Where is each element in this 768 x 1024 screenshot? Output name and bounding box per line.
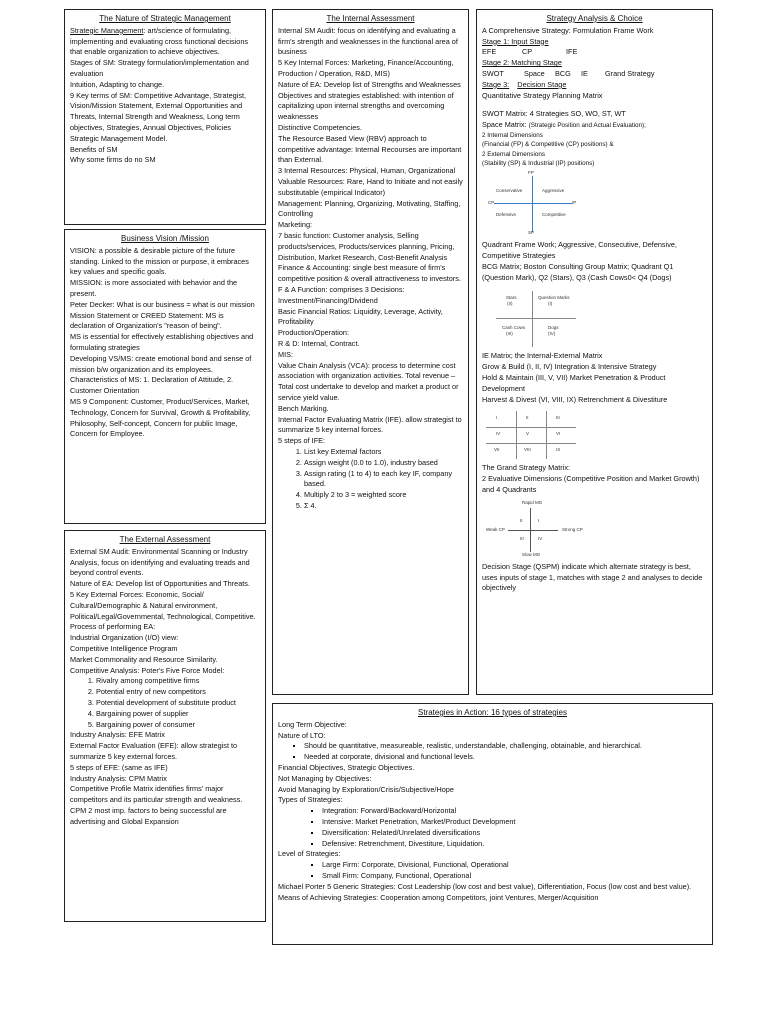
strategy-types-list <box>278 806 707 849</box>
bcg-dogs: Dogs <box>548 325 559 331</box>
action-line: Avoid Managing by Exploration/Crisis/Subjective/Hope <box>278 784 454 794</box>
levels-list <box>278 860 707 882</box>
vision-line: Peter Decker: What is our business = what is our mission <box>70 299 255 309</box>
space-detail: 2 Internal Dimensions <box>482 132 543 139</box>
space-defensive-label: Defensive <box>496 212 517 218</box>
internal-title: The Internal Assessment <box>326 14 415 23</box>
grand-rapid-mg: Rapid MG <box>522 499 543 505</box>
action-line: Nature of LTO: <box>278 730 326 740</box>
vision-line: Developing VS/MS: create emotional bond and sense of mission b/w organization and its employees. <box>70 353 252 374</box>
vision-line: Characteristics of MS: 1. Declaration of Attitude, 2. Customer Orientation <box>70 375 234 396</box>
space-fp-label: FP <box>528 170 534 176</box>
space-cp-label: CP <box>488 200 495 206</box>
space-vertical-axis <box>532 176 533 232</box>
internal-line: Valuable Resources: Rare, Hand to Initiate and not easily substitutable (empirical Indicator) <box>278 176 463 197</box>
vision-mission-box <box>64 229 266 524</box>
action-title: Strategies in Action: 16 types of strategies <box>418 708 567 717</box>
internal-line: The Resource Based View (RBV) approach to competitive advantage: Internal Recourses are important than External. <box>278 133 462 165</box>
ie-matrix-diagram <box>486 411 576 459</box>
space-detail: 2 External Dimensions <box>482 150 545 158</box>
ie-line: Hold & Maintain (III, V, VII) Market Penetration & Product Development <box>482 373 666 393</box>
ie-cell: VII <box>494 447 500 453</box>
action-line: Michael Porter 5 Generic Strategies: Cost Leadership (low cost and best value), Differentiation, Focus (low cost and best value). <box>278 881 692 891</box>
ie-line: IE Matrix; the Internal-External Matrix <box>482 351 603 361</box>
bcg-stars: Stars <box>506 295 517 301</box>
internal-line: Internal SM Audit: focus on identifying and evaluating a firm's strength and weaknesses in the functional area of business <box>278 25 458 57</box>
lto-item: ▪ Needed at corporate, divisional and functional levels. <box>304 752 707 763</box>
bcg-cash-num: (III) <box>506 331 513 337</box>
stage-item: IE <box>581 69 588 79</box>
stage-1-items <box>482 47 707 58</box>
strategy-type: ▪ Defensive: Retrenchment, Divestiture, Liquidation. <box>322 839 707 850</box>
action-line: Types of Strategies: <box>278 795 343 805</box>
external-line: External Factor Evaluation (EFE): allow strategist to summarize 5 key external forces. <box>70 741 238 761</box>
space-competitive-label: Competitive <box>542 212 566 218</box>
ife-steps-list <box>278 447 463 512</box>
nature-line: Strategic Management Model. <box>70 133 168 143</box>
external-line: Industrial Organization (I/O) view: <box>70 633 179 643</box>
quadrant-line: Quadrant Frame Work; Aggressive, Consecutive, Defensive, Competitive Strategies <box>482 240 677 261</box>
stage-2-items <box>482 69 707 80</box>
space-sp-label: SP <box>528 230 535 236</box>
strategy-analysis-box <box>476 9 713 695</box>
ie-cell: VI <box>556 431 561 437</box>
decision-line: Decision Stage (QSPM) indicate which alternate strategy is best, uses inputs of stage 1, matches with stage 2 and analyses to decide objectively <box>482 561 703 593</box>
vision-line: VISION: a possible & desirable picture of the future standing. Linked to the mission or purpose, it embraces key values and specific goals. <box>70 245 249 277</box>
space-detail: (Stability (SP) & Industrial (IP) positions) <box>482 159 595 167</box>
internal-assessment-box <box>272 9 469 695</box>
internal-line: Bench Marking. <box>278 403 329 413</box>
internal-line: F & A Function: comprises 3 Decisions: Investment/Financing/Dividend <box>278 284 405 305</box>
ife-step: 3. Assign rating (1 to 4) to each key IF, company based. <box>304 469 463 491</box>
internal-line: 5 steps of IFE: <box>278 436 326 446</box>
internal-line: 5 Key Internal Forces: Marketing, Finance/Accounting, Production / Operation, R&D, MIS) <box>278 58 454 79</box>
stage-3-label: Stage 3: Decision Stage <box>482 79 567 89</box>
nature-line: Stages of SM: Strategy formulation/implementation and evaluation <box>70 58 249 79</box>
qspm-line: Quantitative Strategy Planning Matrix <box>482 90 603 100</box>
level-label: Level of Strategies: <box>278 849 341 859</box>
space-ip-label: IP <box>572 200 577 206</box>
external-line: Process of performing EA: <box>70 622 156 632</box>
grand-q1: I <box>538 517 540 523</box>
force-item: 5. Bargaining power of consumer <box>96 720 260 731</box>
bcg-question-marks: Question Marks <box>538 295 570 301</box>
nature-line: Intuition, Adapting to change. <box>70 79 165 89</box>
internal-line: 7 basic function: Customer analysis, Selling products/services, Products/services planning, Pricing, Distribution, Market Research, Cost-Benefit Analysis <box>278 230 455 262</box>
external-line: External SM Audit: Environmental Scanning or Industry Analysis, focus on identifying and evaluating treads and beyond control events. <box>70 546 250 578</box>
stage-item: Grand Strategy <box>605 69 655 79</box>
internal-line: Finance & Accounting: single best measure of firm's competitive position & overall attractiveness to investors. <box>278 263 461 284</box>
external-line: 5 steps of EFE: (same as IFE) <box>70 762 168 772</box>
lto-item: ▪ Should be quantitative, measureable, realistic, understandable, challenging, obtainable, and hierarchical. <box>304 741 707 752</box>
internal-line: R & D: Internal, Contract. <box>278 338 360 348</box>
ie-line: Harvest & Divest (VI, VIII, IX) Retrenchment & Divestiture <box>482 394 668 404</box>
internal-line: Internal Factor Evaluating Matrix (IFE). allow strategist to summarize 5 key internal forces. <box>278 414 462 435</box>
stage-1-label: Stage 1: Input Stage <box>482 36 549 46</box>
external-title: The External Assessment <box>119 535 211 544</box>
sm-definition <box>70 26 260 58</box>
space-line: Space Matrix: (Strategic Position and Actual Evaluation); <box>482 120 646 130</box>
stage-item: IFE <box>566 47 578 57</box>
action-line: Means of Achieving Strategies: Cooperation among Competitors, joint Ventures, Merger/Acquisition <box>278 892 599 902</box>
ife-step: 4. Multiply 2 to 3 = weighted score <box>304 490 463 501</box>
nature-line: 9 Key terms of SM: Competitive Advantage, Strategist, Vision/Mission Statement, External Opportunities and Threats, Internal Strength and Weakness, Long term objectives, Strategies, Annual Objectives, Policies <box>70 90 247 132</box>
strategy-type: ▪ Integration: Forward/Backward/Horizontal <box>322 806 707 817</box>
grand-weak-cp: Weak CP <box>486 526 505 532</box>
stage-item: Space <box>524 69 545 79</box>
space-aggressive-label: Aggressive <box>542 188 565 194</box>
internal-line: Distinctive Competencies. <box>278 123 362 132</box>
grand-strong-cp: Strong CP <box>562 526 583 532</box>
bcg-horizontal-divider <box>496 318 576 319</box>
force-item: 1. Rivalry among competitive firms <box>96 676 260 687</box>
internal-line: Marketing: <box>278 220 313 230</box>
sm-label: Strategic Management <box>70 25 144 35</box>
grand-q4: IV <box>538 535 543 541</box>
internal-line: MIS: <box>278 349 293 359</box>
ie-cell: VIII <box>524 447 531 453</box>
ie-cell: III <box>556 415 560 421</box>
stage-item: CP <box>522 47 533 57</box>
stage-item: BCG <box>555 69 571 79</box>
space-detail: (Financial (FP) & Competitive (CP) positions) & <box>482 141 614 149</box>
internal-line: Objectives and strategies established: with intention of capitalizing upon internal strengths and overcoming weaknesses <box>278 90 454 122</box>
grand-q3: III <box>520 535 524 541</box>
bcg-dogs-num: (IV) <box>548 331 556 337</box>
force-item: 4. Bargaining power of supplier <box>96 709 260 720</box>
force-item: 3. Potential development of substitute product <box>96 698 260 709</box>
vision-line: MS is essential for effectively establishing objectives and formulating strategies <box>70 332 254 352</box>
bcg-line: BCG Matrix; Boston Consulting Group Matrix; Quadrant Q1 (Question Mark), Q2 (Stars), Q3 (Cash Cows0< Q4 (Dogs) <box>482 261 674 282</box>
internal-line: Production/Operation: <box>278 328 349 338</box>
lto-list <box>278 741 707 763</box>
external-line: Competitive Intelligence Program <box>70 644 178 653</box>
nature-title: The Nature of Strategic Management <box>99 14 231 23</box>
space-conservative-label: Conservative <box>496 188 523 194</box>
ife-step: 1. List key External factors <box>304 447 463 458</box>
nature-line: Why some firms do no SM <box>70 155 156 165</box>
external-line: Market Commonality and Resource Similarity. <box>70 654 218 664</box>
external-line: Industry Analysis: CPM Matrix <box>70 773 167 783</box>
stage-2-label: Stage 2: Matching Stage <box>482 58 562 68</box>
ie-line: Grow & Build (I, II, IV) Integration & Intensive Strategy <box>482 362 657 372</box>
force-item: 2. Potential entry of new competitors <box>96 687 260 698</box>
strategies-in-action-box <box>272 703 713 945</box>
nature-line: Benefits of SM <box>70 144 118 154</box>
internal-line: Basic Financial Ratios: Liquidity, Leverage, Activity, Profitability <box>278 306 443 327</box>
swot-line: SWOT Matrix: 4 Strategies SO, WO, ST, WT <box>482 109 626 119</box>
stage-item: EFE <box>482 47 497 57</box>
ie-cell: IX <box>556 447 561 453</box>
level-item: ▪ Small Firm: Company, Functional, Operational <box>322 871 707 882</box>
five-forces-list <box>70 676 260 730</box>
strategy-title: Strategy Analysis & Choice <box>546 14 643 23</box>
ie-cell: II <box>526 415 529 421</box>
ife-step: 5. Σ 4. <box>304 501 463 512</box>
vision-line: MS 9 Component: Customer, Product/Services, Market, Technology, Concern for Survival, Growth & Profitability, Philosophy, Self-concept, Concern for public Image, Concern for Employee. <box>70 396 251 439</box>
action-line: Not Managing by Objectives: <box>278 773 372 783</box>
external-line: Industry Analysis: EFE Matrix <box>70 730 165 740</box>
space-horizontal-axis <box>494 203 572 204</box>
grand-slow-mg: Slow MG <box>522 551 541 557</box>
bcg-matrix-diagram <box>496 291 576 347</box>
internal-line: Nature of EA: Develop list of Strengths and Weaknesses <box>278 79 461 89</box>
strategy-type: ▪ Diversification: Related/Unrelated diversifications <box>322 828 707 839</box>
action-line: Financial Objectives, Strategic Objectives. <box>278 763 415 773</box>
vision-line: MISSION: is more associated with behavior and the present. <box>70 278 238 299</box>
ife-step: 2. Assign weight (0.0 to 1.0), industry based <box>304 458 463 469</box>
external-line: Nature of EA: Develop list of Opportunities and Threats. <box>70 579 250 589</box>
external-line: 5 Key External Forces: Economic, Social/ Cultural/Demographic & Natural environment, Political/Legal/Governmental, Technological, Competitive. <box>70 590 256 621</box>
nature-of-sm-box <box>64 9 266 225</box>
internal-line: Management: Planning, Organizing, Motivating, Staffing, Controlling <box>278 198 461 219</box>
strategy-intro: A Comprehensive Strategy: Formulation Frame Work <box>482 25 654 35</box>
bcg-question-num: (I) <box>548 301 553 307</box>
ie-cell: V <box>526 431 530 437</box>
ie-cell: IV <box>496 431 501 437</box>
action-line: Long Term Objective: <box>278 719 347 729</box>
internal-line: Value Chain Analysis (VCA): process to determine cost association with organization activities. Total revenue – Total cost undertake to develop and market a product or service yield value. <box>278 360 459 402</box>
stage-item: SWOT <box>482 69 504 79</box>
external-assessment-box <box>64 530 266 922</box>
grand-q2: II <box>520 517 523 523</box>
vision-title: Business Vision /Mission <box>121 234 209 243</box>
internal-line: 3 Internal Resources: Physical, Human, Organizational <box>278 166 456 176</box>
bcg-vertical-divider <box>532 291 533 347</box>
grand-strategy-diagram <box>486 500 596 558</box>
strategy-type: ▪ Intensive: Market Penetration, Market/Product Development <box>322 817 707 828</box>
grand-line: 2 Evaluative Dimensions (Competitive Position and Market Growth) and 4 Quadrants <box>482 474 700 495</box>
bcg-stars-num: (II) <box>507 301 513 307</box>
ie-cell: I <box>496 415 498 421</box>
sm-text: : art/science of formulating, implementing and evaluating cross functional decisions that enable organization to achieve objectives. <box>70 25 249 57</box>
external-line: Competitive Analysis: Poter's Five Force Model: <box>70 665 225 675</box>
vision-line: Mission Statement or CREED Statement: MS is declaration of Organization's "reason of being". <box>70 310 224 331</box>
external-line: Competitive Profile Matrix identifies firms' major competitors and its particular strength and weakness. CPM 2 most imp. factors to being successful are advertising and Global Expansion <box>70 784 243 826</box>
grand-line: The Grand Strategy Matrix: <box>482 463 571 473</box>
space-matrix-diagram <box>486 172 582 236</box>
bcg-cash-cows: Cash Cows <box>502 325 526 331</box>
level-item: ▪ Large Firm: Corporate, Divisional, Functional, Operational <box>322 860 707 871</box>
